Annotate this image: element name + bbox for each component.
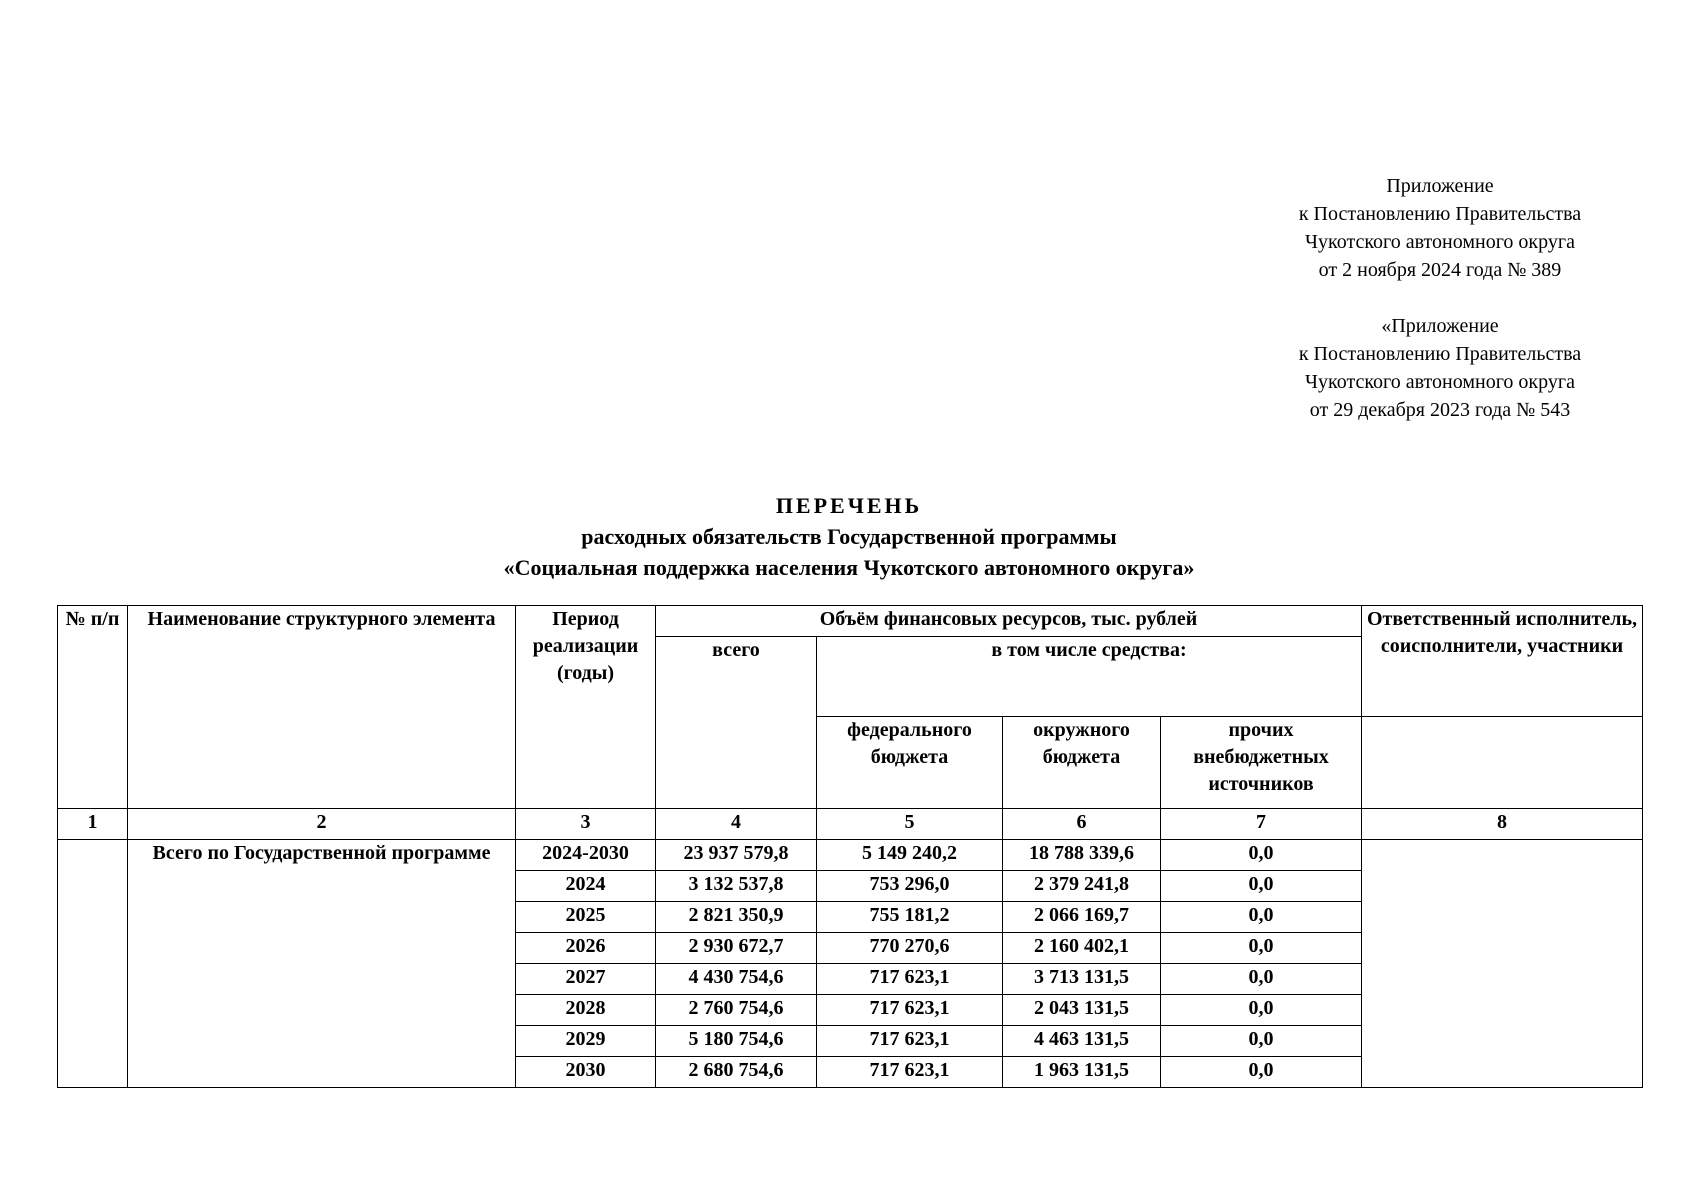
district-cell: 4 463 131,5 xyxy=(1003,1026,1161,1057)
other-cell: 0,0 xyxy=(1161,995,1362,1026)
appendix-previous-line: от 29 декабря 2023 года № 543 xyxy=(1309,399,1571,421)
header-responsible-blank xyxy=(1362,717,1643,809)
district-cell: 2 066 169,7 xyxy=(1003,902,1161,933)
federal-cell: 770 270,6 xyxy=(817,933,1003,964)
period-cell: 2025 xyxy=(516,902,656,933)
total-cell: 3 132 537,8 xyxy=(656,871,817,902)
federal-cell: 5 149 240,2 xyxy=(817,840,1003,871)
appendix-header xyxy=(1190,172,1690,424)
other-cell: 0,0 xyxy=(1161,1026,1362,1057)
header-federal: федерального бюджета xyxy=(817,717,1003,809)
other-cell: 0,0 xyxy=(1161,964,1362,995)
total-cell: 2 821 350,9 xyxy=(656,902,817,933)
title-line-2: расходных обязательств Государственной программы xyxy=(581,524,1117,549)
district-cell: 18 788 339,6 xyxy=(1003,840,1161,871)
header-including: в том числе средства: xyxy=(817,637,1362,717)
appendix-current-line: к Постановлению Правительства xyxy=(1298,203,1582,225)
period-cell: 2024-2030 xyxy=(516,840,656,871)
appendix-current xyxy=(1190,172,1690,284)
appendix-previous xyxy=(1190,312,1690,424)
other-cell: 0,0 xyxy=(1161,840,1362,871)
period-cell: 2024 xyxy=(516,871,656,902)
column-number: 1 xyxy=(58,809,128,840)
column-numbers-row xyxy=(58,809,1643,840)
appendix-previous-line: Чукотского автономного округа xyxy=(1305,371,1575,393)
header-num: № п/п xyxy=(58,606,128,809)
appendix-current-line: Приложение xyxy=(1386,175,1494,197)
column-number: 4 xyxy=(656,809,817,840)
total-cell: 2 930 672,7 xyxy=(656,933,817,964)
federal-cell: 717 623,1 xyxy=(817,1026,1003,1057)
other-cell: 0,0 xyxy=(1161,871,1362,902)
document-title xyxy=(0,490,1698,583)
other-cell: 0,0 xyxy=(1161,933,1362,964)
header-volume: Объём финансовых ресурсов, тыс. рублей xyxy=(656,606,1362,637)
column-number: 7 xyxy=(1161,809,1362,840)
federal-cell: 753 296,0 xyxy=(817,871,1003,902)
header-row-1 xyxy=(58,606,1643,637)
period-cell: 2028 xyxy=(516,995,656,1026)
header-other: прочих внебюджетных источников xyxy=(1161,717,1362,809)
federal-cell: 717 623,1 xyxy=(817,995,1003,1026)
district-cell: 3 713 131,5 xyxy=(1003,964,1161,995)
appendix-previous-line: «Приложение xyxy=(1381,315,1499,337)
appendix-previous-line: к Постановлению Правительства xyxy=(1298,343,1582,365)
total-cell: 5 180 754,6 xyxy=(656,1026,817,1057)
other-cell: 0,0 xyxy=(1161,902,1362,933)
total-cell: 2 680 754,6 xyxy=(656,1057,817,1088)
header-total: всего xyxy=(656,637,817,809)
total-cell: 4 430 754,6 xyxy=(656,964,817,995)
expenditure-table xyxy=(57,605,1643,1088)
period-cell: 2027 xyxy=(516,964,656,995)
group-num-cell xyxy=(58,840,128,1088)
period-cell: 2030 xyxy=(516,1057,656,1088)
period-cell: 2026 xyxy=(516,933,656,964)
column-number: 5 xyxy=(817,809,1003,840)
column-number: 2 xyxy=(128,809,516,840)
header-name: Наименование структурного элемента xyxy=(128,606,516,809)
header-responsible: Ответственный исполнитель, соисполнители, участники xyxy=(1362,606,1643,717)
district-cell: 2 379 241,8 xyxy=(1003,871,1161,902)
group-name-cell: Всего по Государственной программе xyxy=(128,840,516,1088)
federal-cell: 717 623,1 xyxy=(817,1057,1003,1088)
column-number: 6 xyxy=(1003,809,1161,840)
table-row xyxy=(58,840,1643,871)
column-number: 3 xyxy=(516,809,656,840)
total-cell: 23 937 579,8 xyxy=(656,840,817,871)
district-cell: 2 043 131,5 xyxy=(1003,995,1161,1026)
column-number: 8 xyxy=(1362,809,1643,840)
appendix-current-line: Чукотского автономного округа xyxy=(1305,231,1575,253)
total-cell: 2 760 754,6 xyxy=(656,995,817,1026)
district-cell: 2 160 402,1 xyxy=(1003,933,1161,964)
group-responsible-cell xyxy=(1362,840,1643,1088)
header-period: Период реализации (годы) xyxy=(516,606,656,809)
federal-cell: 717 623,1 xyxy=(817,964,1003,995)
district-cell: 1 963 131,5 xyxy=(1003,1057,1161,1088)
header-district: окружного бюджета xyxy=(1003,717,1161,809)
period-cell: 2029 xyxy=(516,1026,656,1057)
other-cell: 0,0 xyxy=(1161,1057,1362,1088)
title-line-1: ПЕРЕЧЕНЬ xyxy=(775,493,923,518)
appendix-current-line: от 2 ноября 2024 года № 389 xyxy=(1318,259,1562,281)
federal-cell: 755 181,2 xyxy=(817,902,1003,933)
title-line-3: «Социальная поддержка населения Чукотского автономного округа» xyxy=(503,555,1195,580)
